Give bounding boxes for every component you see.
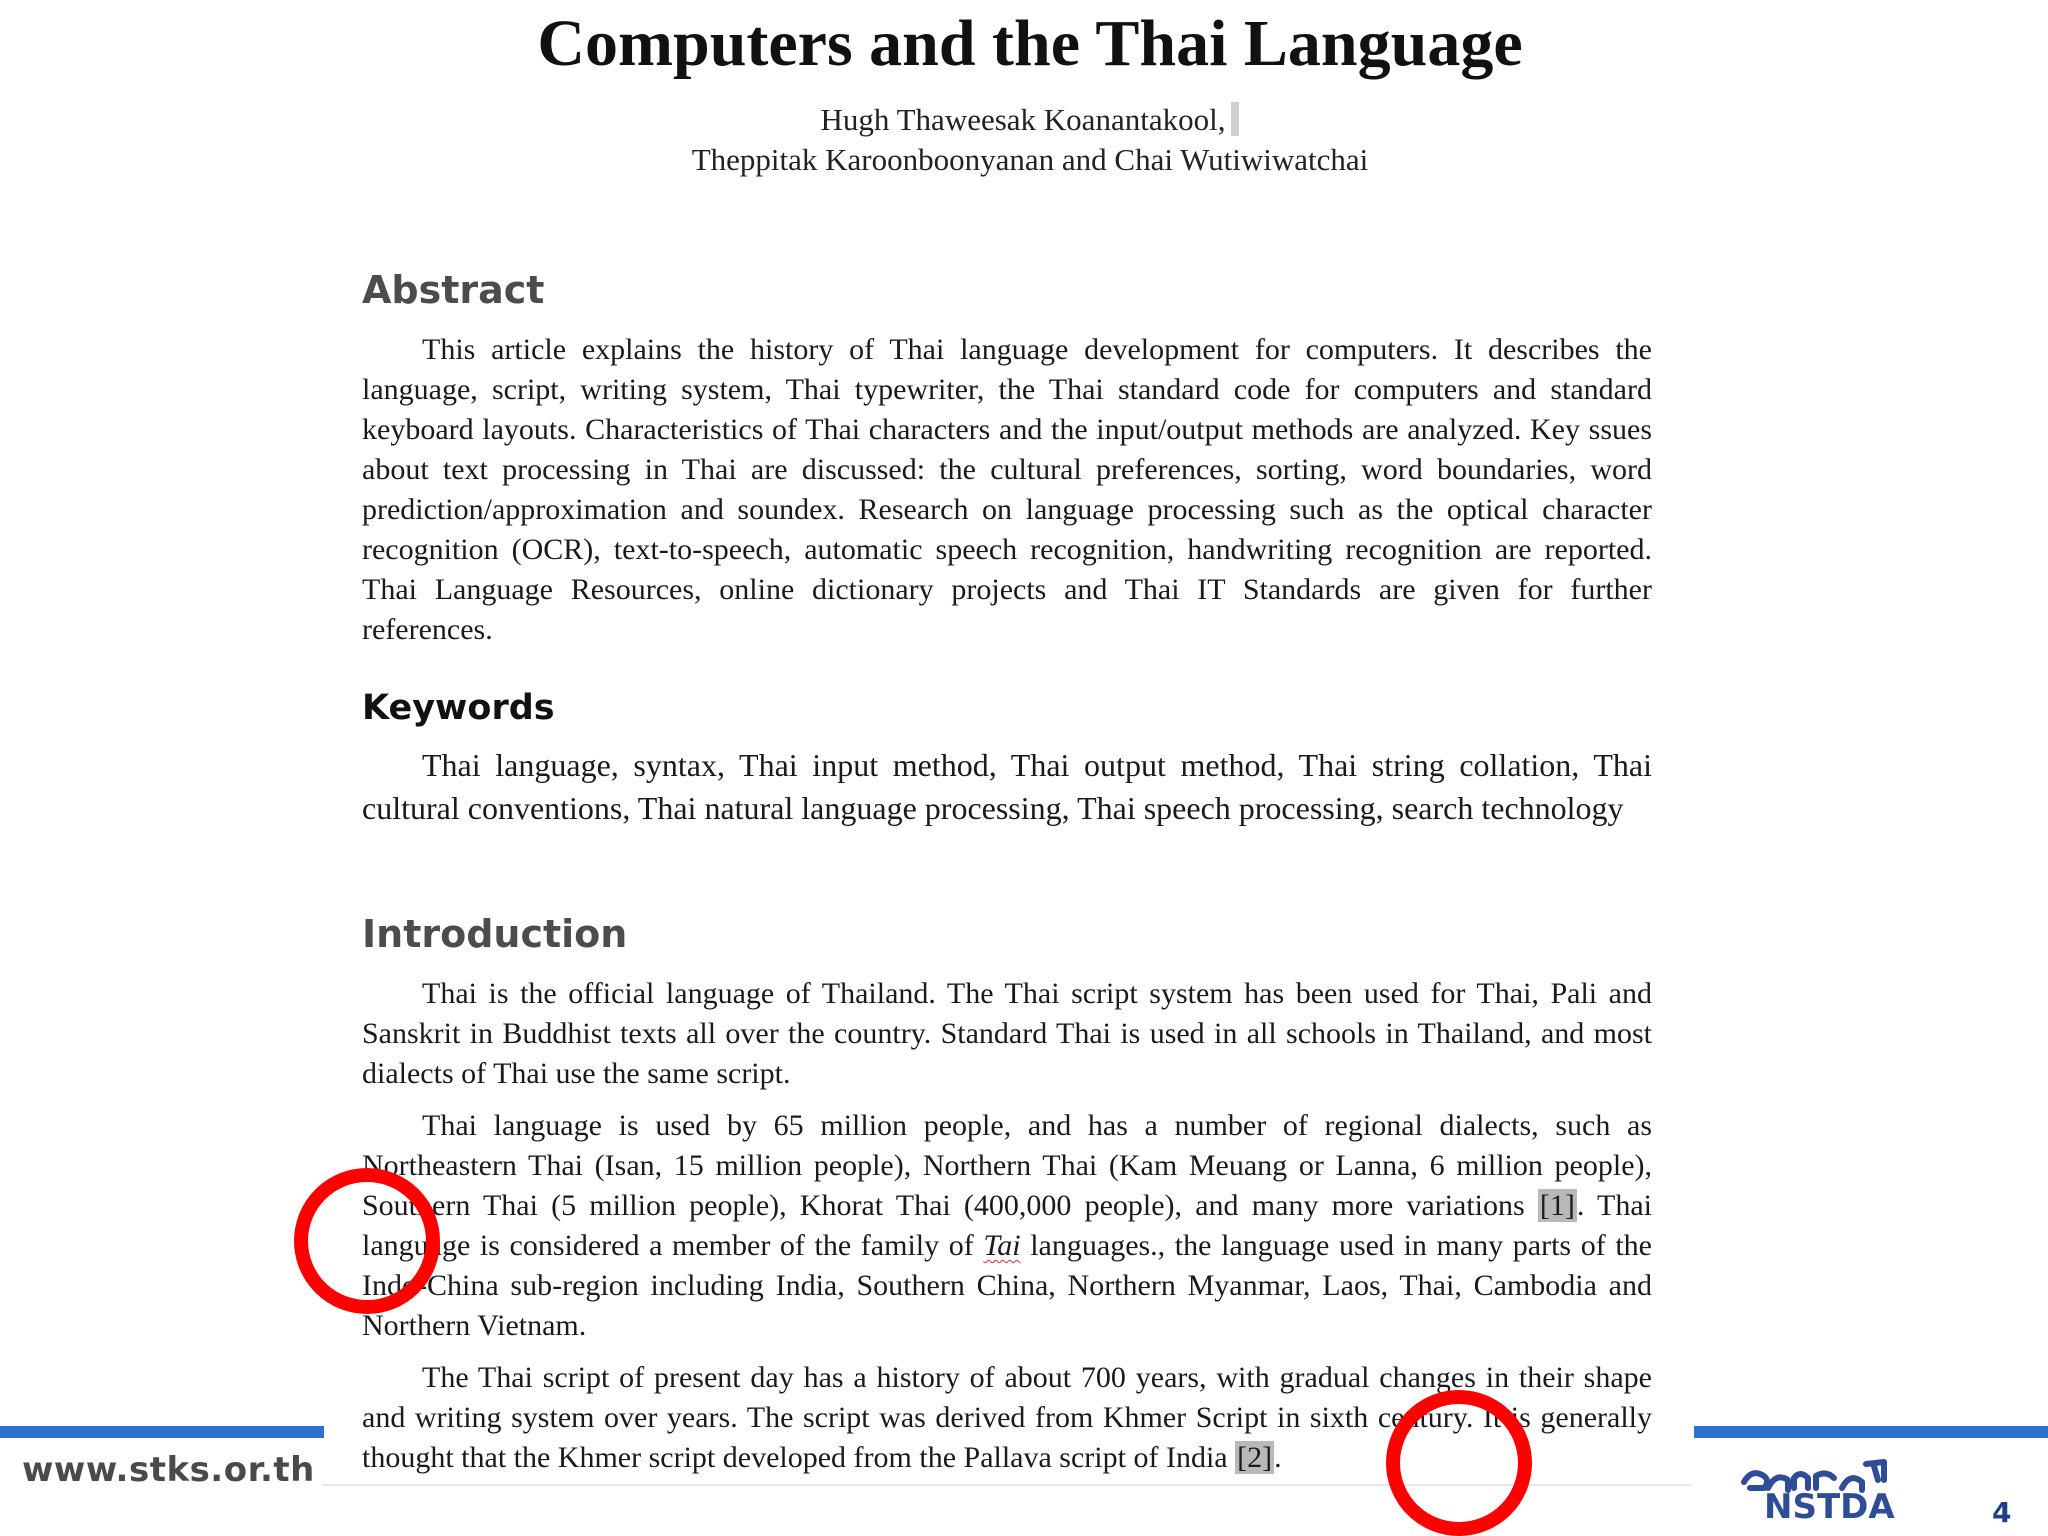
citation-1: [1] — [1539, 1189, 1575, 1222]
intro-p2-text-c: languages., the language used in many parts of the Indo-China sub-region including India, Southern China, Northern Myanmar, Laos, Thai, Cambodia and Northern Vietnam. — [362, 1229, 1652, 1342]
footer-bar-right — [1694, 1426, 2048, 1438]
authors-line-2: Theppitak Karoonboonyanan and Chai Wutiwiwatchai — [691, 142, 1369, 177]
keywords-paragraph — [362, 744, 1652, 830]
intro-p1-text: Thai is the official language of Thailand. The Thai script system has been used for Thai, Pali and Sanskrit in Buddhist texts all over the country. Standard Thai is used in all schools in Thailand, and most dialects of Thai use the same script. — [362, 977, 1652, 1090]
intro-p2-text-a: Thai language is used by 65 million people, and has a number of regional dialects, such as Northeastern Thai (Isan, 15 million people), Northern Thai (Kam Meuang or Lanna, 6 million people), Southern Thai (5 million people), Khorat Thai (400,000 people), and many more variations — [362, 1109, 1652, 1222]
logo-text: NSTDA — [1764, 1487, 1895, 1520]
abstract-text: This article explains the history of Thai language development for computers. It describes the language, script, writing system, Thai typewriter, the Thai standard code for computers and standard keyboard layouts. Characteristics of Thai characters and the input/output methods are analyzed. Key ssues about text processing in Thai are discussed: the cultural preferences, sorting, word boundaries, word prediction/approximation and soundex. Research on language processing such as the optical character recognition (OCR), text-to-speech, automatic speech recognition, handwriting recognition are reported. Thai Language Resources, online dictionary projects and Thai IT Standards are given for further references. — [362, 333, 1652, 646]
footer-bar-left — [0, 1426, 324, 1438]
document-page — [290, 0, 1690, 1486]
intro-p2-tai: Tai — [983, 1229, 1021, 1262]
intro-p2-text-b: . Thai language is considered a member of the family of — [362, 1189, 1652, 1262]
nstda-logo-icon — [1724, 1440, 1954, 1520]
authors-line-1 — [290, 102, 1770, 138]
text-cursor — [1231, 102, 1239, 136]
annotation-circle-citation-2 — [1386, 1390, 1532, 1536]
abstract-paragraph — [362, 330, 1652, 650]
authors-text-1: Hugh Thaweesak Koanantakool, — [820, 102, 1226, 137]
page-number: 4 — [1992, 1496, 2012, 1529]
intro-p3-text-b: . — [1274, 1441, 1282, 1474]
intro-paragraph-1 — [362, 974, 1652, 1094]
introduction-heading: Introduction — [362, 912, 628, 956]
intro-p3-text-a: The Thai script of present day has a history of about 700 years, with gradual changes in their shape and writing system over years. The script was derived from Khmer Script in sixth century. It is generally thought that the Khmer script developed from the Pallava script of India — [362, 1361, 1652, 1474]
abstract-heading: Abstract — [362, 268, 545, 312]
annotation-circle-citation-1 — [294, 1168, 440, 1314]
document-title: Computers and the Thai Language — [537, 7, 1523, 80]
citation-2: [2] — [1237, 1441, 1273, 1474]
keywords-text: Thai language, syntax, Thai input method, Thai output method, Thai string collation, Thai cultural conventions, Thai natural language processing, Thai speech processing, search technology — [362, 747, 1652, 826]
footer-url: www.stks.or.th — [22, 1450, 315, 1490]
keywords-heading: Keywords — [362, 688, 555, 728]
intro-paragraph-2 — [362, 1106, 1652, 1346]
